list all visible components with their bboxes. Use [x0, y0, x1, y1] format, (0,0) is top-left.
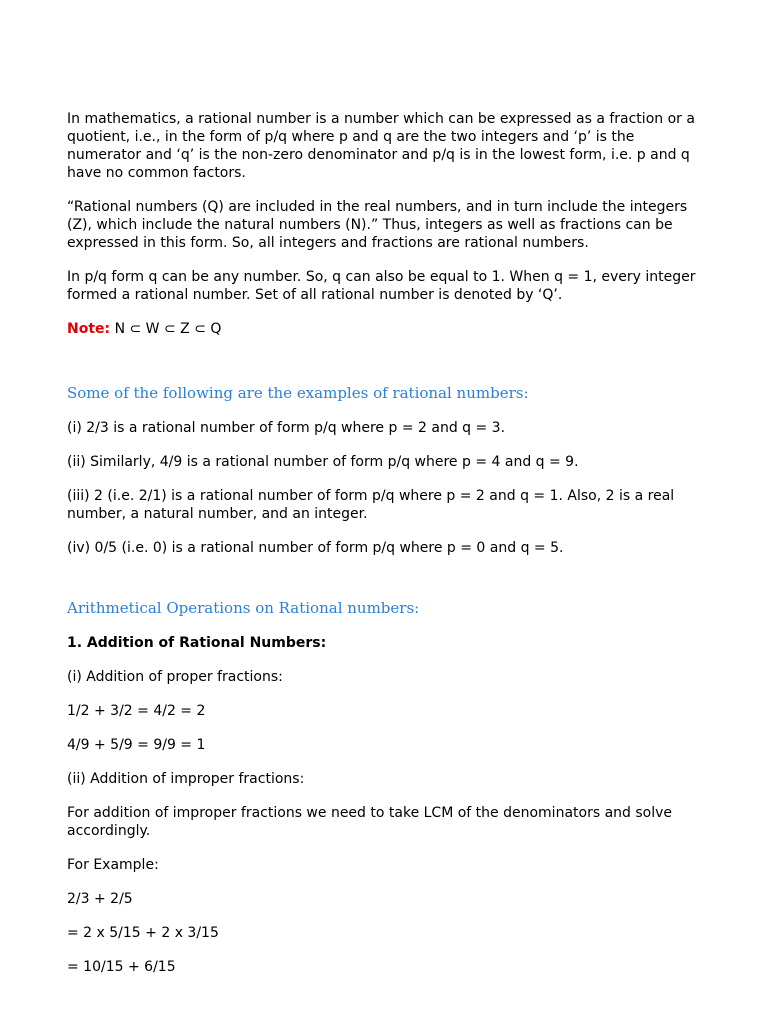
example-item: (ii) Similarly, 4/9 is a rational number of form p/q where p = 4 and q = 9. — [67, 454, 579, 470]
improper-fractions-description: For addition of improper fractions we need to take LCM of the denominators and solve accordingly. — [67, 805, 673, 839]
addition-heading: 1. Addition of Rational Numbers: — [67, 635, 327, 651]
improper-fractions-label: (ii) Addition of improper fractions: — [67, 771, 305, 787]
example-label: For Example: — [67, 857, 159, 873]
example-item: (iv) 0/5 (i.e. 0) is a rational number of form p/q where p = 0 and q = 5. — [67, 540, 564, 556]
example-item: (iii) 2 (i.e. 2/1) is a rational number of form p/q where p = 2 and q = 1. Also, 2 is a real number, a natural number, and an integer. — [67, 488, 675, 522]
example-item: (i) 2/3 is a rational number of form p/q where p = 2 and q = 3. — [67, 420, 506, 436]
note-line — [67, 320, 707, 338]
proper-fractions-label: (i) Addition of proper fractions: — [67, 669, 283, 685]
operations-heading: Arithmetical Operations on Rational numbers: — [67, 599, 420, 617]
proper-equation: 4/9 + 5/9 = 9/9 = 1 — [67, 737, 206, 753]
intro-paragraph-number-sets: “Rational numbers (Q) are included in the real numbers, and in turn include the integers (Z), which include the natural numbers (N).” Thus, integers as well as fractions can be expressed in this form. So, all integers and fractions are rational numbers. — [67, 199, 688, 251]
intro-paragraph-definition: In mathematics, a rational number is a number which can be expressed as a fraction or a quotient, i.e., in the form of p/q where p and q are the two integers and ‘p’ is the numerator and ‘q’ is the non-zero denominator and p/q is in the lowest form, i.e. p and q have no common factors. — [67, 111, 695, 181]
document-page — [67, 110, 707, 992]
example-equation: = 10/15 + 6/15 — [67, 959, 176, 975]
note-label: Note: — [67, 321, 111, 337]
example-equation: = 2 x 5/15 + 2 x 3/15 — [67, 925, 219, 941]
examples-heading: Some of the following are the examples of rational numbers: — [67, 384, 529, 402]
note-text: N ⊂ W ⊂ Z ⊂ Q — [110, 321, 222, 337]
example-equation: 2/3 + 2/5 — [67, 891, 133, 907]
intro-paragraph-q-equals-one: In p/q form q can be any number. So, q can also be equal to 1. When q = 1, every integer formed a rational number. Set of all rational number is denoted by ‘Q’. — [67, 269, 696, 303]
proper-equation: 1/2 + 3/2 = 4/2 = 2 — [67, 703, 206, 719]
